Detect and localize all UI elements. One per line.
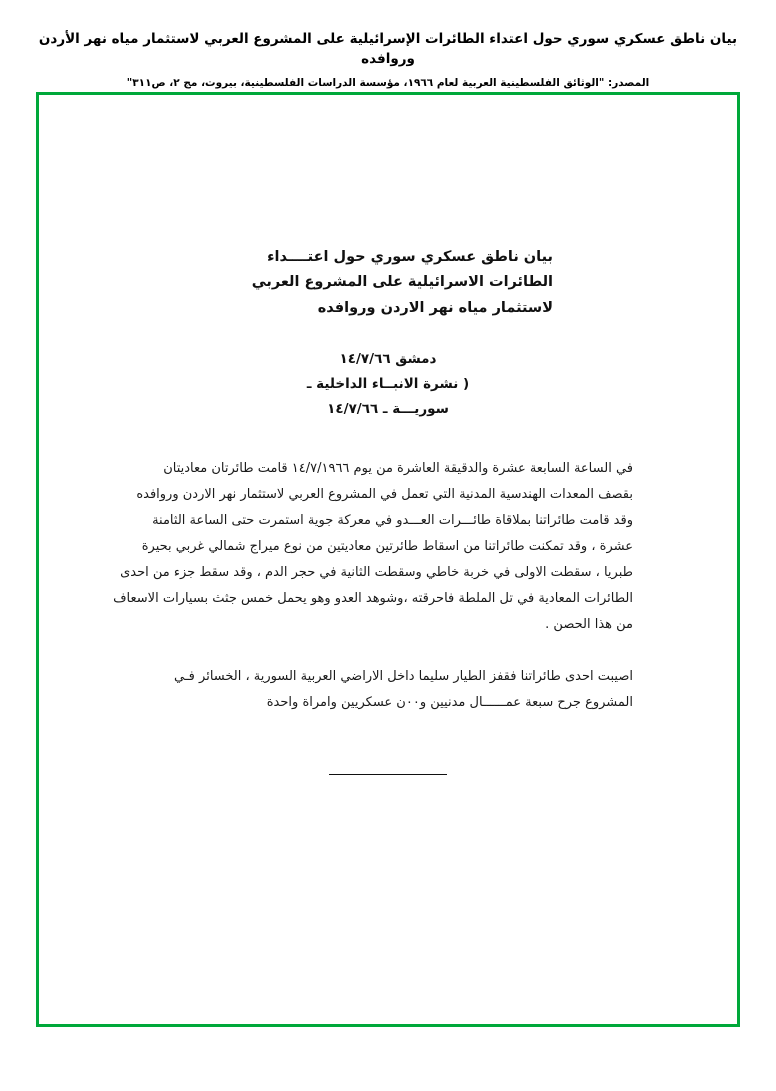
page-title: بيان ناطق عسكري سوري حول اعتداء الطائرات الإسرائيلية على المشروع العربي لاستثمار مياه نهر الأردن وروافده [38, 31, 738, 67]
paragraph-1-line-1: في الساعة السابعة عشرة والدقيقة العاشرة من يوم ١٤/٧/١٩٦٦ قامت طائرتان معاديتان [163, 461, 633, 477]
paragraph-2-line-1: اصيبت احدى طائراتنا فقفز الطيار سليما داخل الاراضي العربية السورية ، الخسائر فـي [174, 669, 633, 685]
document-title-block [223, 245, 553, 321]
dateline-line-1: دمشق ١٤/٧/٦٦ [339, 351, 437, 368]
paragraph-1-line-7: من هذا الحصن . [545, 617, 633, 633]
paragraph-1-line-6: الطائرات المعادية في تل الملطة فاحرقته ،وشوهد العدو وهو يحمل خمس جثث بسيارات الاسعاف [113, 591, 633, 607]
paragraph-1-line-4: عشرة ، وقد تمكنت طائراتنا من اسقاط طائرتين معاديتين من نوع ميراج شمالي غربي بحيرة [141, 539, 633, 555]
document-paragraph-2 [117, 664, 659, 716]
document-dateline-block [223, 347, 553, 422]
paragraph-1-line-2: بقصف المعدات الهندسية المدنية التي تعمل في المشروع العربي لاستثمار نهر الاردن وروافده [136, 487, 633, 503]
paragraph-2-line-2: المشروع جرح سبعة عمــــــال مدنيين و٠٠ن عسكريين وامراة واحدة [266, 695, 633, 711]
document-paragraph-1 [113, 456, 659, 638]
paragraph-1-line-5: طبريا ، سقطت الاولى في خربة خاطي وسقطت الثانية في حجر الدم ، وقد سقط جزء من احدى [120, 565, 633, 581]
source-citation: المصدر: "الوثائق الفلسطينية العربية لعام ١٩٦٦، مؤسسة الدراسات الفلسطينية، بيروت، مج ٢، ص٣١١" [126, 77, 650, 90]
document-title-line-1: بيان ناطق عسكري سوري حول اعتــــداء [267, 249, 553, 265]
signature-rule-container [117, 774, 659, 775]
paragraph-1-line-3: وقد قامت طائراتنا بملاقاة طائـــرات العـــدو في معركة جوية استمرت حتى الساعة الثامنة [152, 513, 633, 529]
dateline-line-2: ( نشرة الانبــاء الداخلية ـ [306, 376, 470, 393]
dateline-line-3: سوريـــة ـ ١٤/٧/٦٦ [327, 401, 449, 418]
document-title-line-2: الطائرات الاسرائيلية على المشروع العربي [251, 274, 553, 291]
scanned-document-frame [36, 92, 740, 1027]
page-header [0, 0, 776, 91]
signature-rule [329, 774, 447, 775]
scanned-document-body [39, 95, 737, 1024]
document-title-line-3: لاستثمار مياه نهر الاردن وروافده [317, 299, 553, 316]
